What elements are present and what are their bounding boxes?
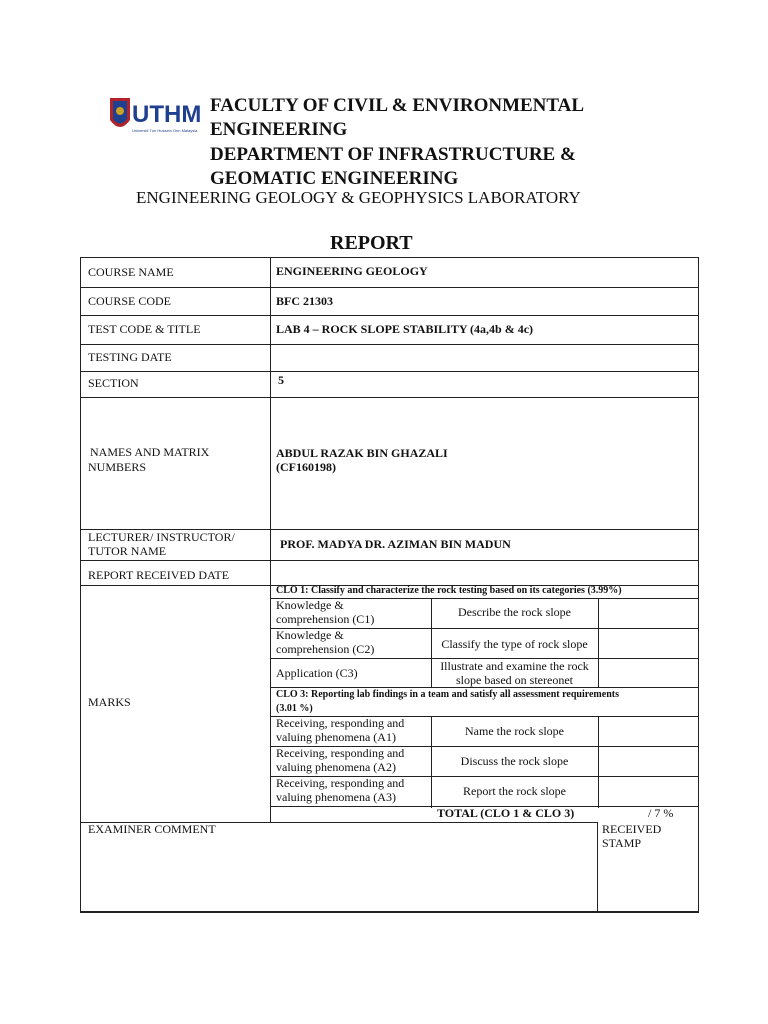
rule: [270, 257, 271, 823]
lecturer-label-line-1: LECTURER/ INSTRUCTOR/: [88, 530, 235, 544]
clo3-task-a1: Name the rock slope: [465, 724, 564, 738]
clo3-task-a3: Report the rock slope: [463, 784, 566, 798]
clo3-header-line-1: CLO 3: Reporting lab findings in a team and satisfy all assessment requirements: [276, 689, 619, 700]
rule: [80, 560, 698, 561]
names-value-line-1: ABDUL RAZAK BIN GHAZALI: [276, 446, 448, 460]
score-cell-a1[interactable]: [604, 722, 694, 740]
total-label: TOTAL (CLO 1 & CLO 3): [437, 806, 575, 820]
testing-date-label: TESTING DATE: [88, 350, 172, 364]
examiner-comment-label: EXAMINER COMMENT: [88, 822, 216, 836]
received-stamp-box[interactable]: [601, 852, 695, 908]
rule: [80, 911, 698, 913]
rule: [80, 397, 698, 398]
received-date-label: REPORT RECEIVED DATE: [88, 568, 230, 582]
score-cell-c2[interactable]: [604, 635, 694, 653]
clo1-task-c1: Describe the rock slope: [458, 605, 571, 619]
clo1-task-c2: Classify the type of rock slope: [441, 637, 588, 651]
logo-text: UTHM: [132, 101, 202, 128]
report-title: REPORT: [330, 232, 413, 254]
received-stamp-label-line-1: RECEIVED: [602, 822, 662, 836]
logo-subtext: Universiti Tun Hussein Onn Malaysia: [132, 128, 198, 133]
clo1-domain-c1-line-1: Knowledge &: [276, 598, 344, 612]
section-value: 5: [278, 373, 284, 387]
rule: [80, 344, 698, 345]
course-name-label: COURSE NAME: [88, 265, 174, 279]
clo3-domain-a2-line-2: valuing phenomena (A2): [276, 760, 396, 774]
score-cell-c3[interactable]: [604, 664, 694, 682]
marks-label: MARKS: [88, 695, 131, 709]
score-cell-a2[interactable]: [604, 752, 694, 770]
clo1-domain-c1-line-2: comprehension (C1): [276, 612, 375, 626]
uthm-logo: [108, 94, 208, 142]
faculty-line-2: ENGINEERING: [210, 119, 348, 140]
section-label: SECTION: [88, 376, 139, 390]
course-code-value: BFC 21303: [276, 294, 333, 308]
clo3-header-line-2: (3.01 %): [276, 703, 313, 714]
rule: [80, 287, 698, 288]
clo3-domain-a1-line-2: valuing phenomena (A1): [276, 730, 396, 744]
score-cell-a3[interactable]: [604, 782, 694, 800]
test-code-value: LAB 4 – ROCK SLOPE STABILITY (4a,4b & 4c): [276, 322, 534, 336]
clo1-domain-c3: Application (C3): [276, 666, 358, 680]
received-stamp-label-line-2: STAMP: [602, 836, 642, 850]
rule: [698, 257, 699, 913]
rule: [80, 315, 698, 316]
names-label-line-2: NUMBERS: [88, 460, 147, 474]
course-code-label: COURSE CODE: [88, 294, 172, 308]
examiner-comment-box[interactable]: [84, 840, 592, 908]
rule: [597, 822, 598, 912]
lecturer-value: PROF. MADYA DR. AZIMAN BIN MADUN: [280, 537, 511, 551]
clo1-header: CLO 1: Classify and characterize the rock testing based on its categories (3.99%): [276, 585, 622, 596]
rule: [598, 716, 599, 808]
rule: [598, 598, 599, 688]
total-value: / 7 %: [648, 806, 674, 820]
rule: [80, 257, 81, 913]
clo3-task-a2: Discuss the rock slope: [460, 754, 569, 768]
rule: [80, 371, 698, 372]
test-code-label: TEST CODE & TITLE: [88, 322, 201, 336]
rule: [80, 257, 698, 258]
clo3-domain-a2-line-1: Receiving, responding and: [276, 746, 405, 760]
laboratory-name: ENGINEERING GEOLOGY & GEOPHYSICS LABORATORY: [136, 188, 581, 207]
department-line-2: GEOMATIC ENGINEERING: [210, 168, 459, 189]
names-value-line-2: (CF160198): [276, 460, 336, 474]
clo1-task-c3-line-1: Illustrate and examine the rock: [440, 659, 589, 673]
names-label-line-1: NAMES AND MATRIX: [90, 445, 210, 459]
lecturer-label-line-2: TUTOR NAME: [88, 544, 167, 558]
clo1-task-c3-line-2: slope based on stereonet: [456, 673, 573, 687]
clo3-domain-a3-line-1: Receiving, responding and: [276, 776, 405, 790]
clo3-domain-a1-line-1: Receiving, responding and: [276, 716, 405, 730]
clo1-domain-c2-line-2: comprehension (C2): [276, 642, 375, 656]
clo3-domain-a3-line-2: valuing phenomena (A3): [276, 790, 396, 804]
course-name-value: ENGINEERING GEOLOGY: [276, 264, 428, 278]
clo1-domain-c2-line-1: Knowledge &: [276, 628, 344, 642]
faculty-line-1: FACULTY OF CIVIL & ENVIRONMENTAL: [210, 95, 585, 116]
department-line-1: DEPARTMENT OF INFRASTRUCTURE &: [210, 144, 576, 165]
score-cell-c1[interactable]: [604, 605, 694, 623]
